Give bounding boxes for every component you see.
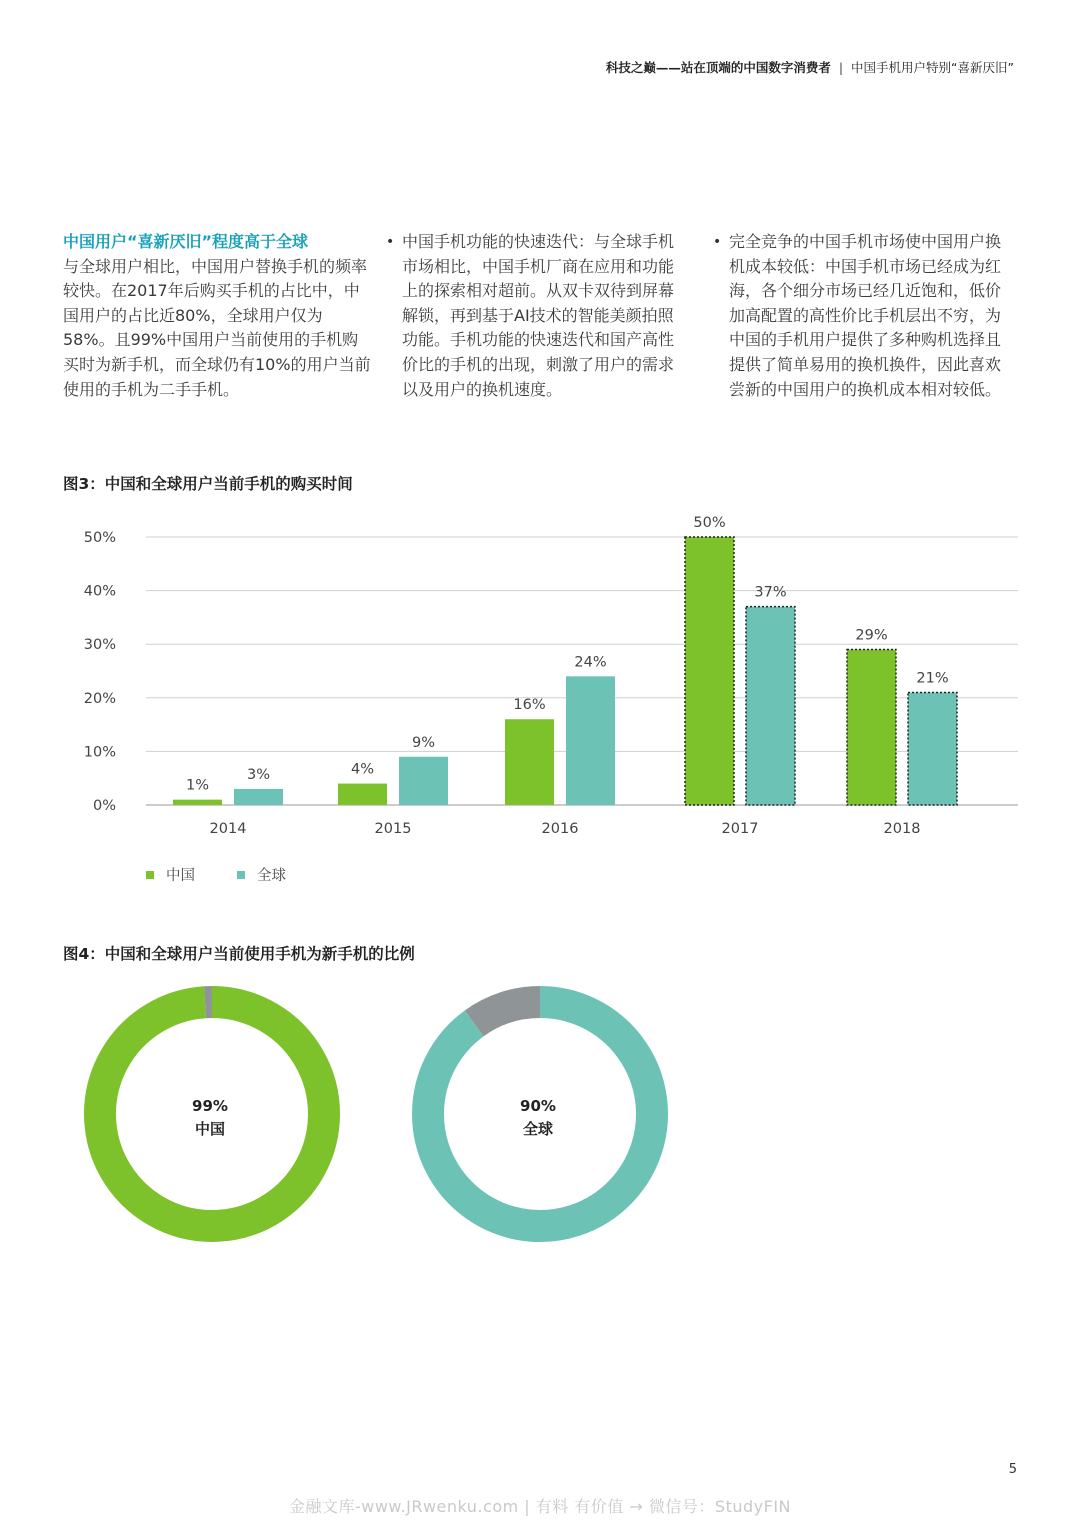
page-header: [606, 58, 1014, 76]
x-tick-label: 2014: [209, 821, 247, 837]
data-label: 1%: [185, 777, 210, 794]
data-label: 37%: [754, 584, 787, 601]
bullet-icon: •: [713, 234, 722, 250]
donut-segment-other-1: [474, 1002, 540, 1023]
page-number: 5: [1008, 1462, 1017, 1477]
purchase-time-bar-chart: [0, 495, 1080, 850]
figure-3-title: 图3：中国和全球用户当前手机的购买时间: [63, 475, 353, 493]
legend-label-china: 中国: [166, 868, 195, 884]
y-tick-label: 30%: [83, 637, 116, 654]
header-separator: |: [838, 60, 844, 75]
data-label: 9%: [411, 734, 436, 751]
data-label: 21%: [916, 670, 949, 687]
donut-name-label: 全球: [522, 1120, 554, 1138]
bar-china-2018: [847, 650, 896, 805]
bar-china-2015: [338, 784, 387, 805]
y-tick-label: 40%: [83, 583, 116, 600]
text-column-2: [386, 230, 686, 402]
bar-china-2014: [173, 800, 222, 805]
bar-china-2016: [505, 719, 554, 805]
donut-value-label: 90%: [520, 1097, 556, 1115]
x-tick-label: 2018: [883, 821, 921, 837]
data-label: 3%: [246, 766, 271, 783]
donut-value-label: 99%: [192, 1097, 228, 1115]
figure-4-title: 图4：中国和全球用户当前使用手机为新手机的比例: [63, 945, 415, 963]
legend-item-china: [146, 864, 195, 885]
section-title: 中国手机用户特别“喜新厌旧”: [851, 60, 1014, 75]
bar-global-2014: [234, 789, 283, 805]
x-tick-label: 2017: [721, 821, 759, 837]
report-title: 科技之巅——站在顶端的中国数字消费者: [605, 60, 831, 75]
bar-global-2018: [908, 692, 957, 805]
y-tick-label: 50%: [83, 530, 116, 546]
new-phone-donut-charts: [0, 975, 1080, 1255]
column-text: 与全球用户相比，中国用户替换手机的频率较快。在2017年后购买手机的占比中，中国用户的占比近80%，全球用户仅为58%。且99%中国用户当前使用的手机购买时为新手机，而全球仍有10%的用户当前使用的手机为二手手机。: [63, 256, 371, 399]
data-label: 24%: [574, 654, 607, 671]
data-label: 16%: [513, 697, 546, 714]
bar-china-2017: [685, 537, 734, 805]
chart-legend: [146, 864, 328, 885]
bar-global-2017: [746, 607, 795, 805]
data-label: 29%: [855, 627, 888, 644]
x-tick-label: 2016: [541, 821, 579, 837]
x-tick-label: 2015: [374, 821, 412, 837]
data-label: 4%: [350, 761, 375, 778]
bar-global-2015: [399, 757, 448, 805]
column-heading: 中国用户“喜新厌旧”程度高于全球: [63, 232, 309, 251]
column-text: 完全竞争的中国手机市场使中国用户换机成本较低：中国手机市场已经成为红海，各个细分市场已经几近饱和，低价加高配置的高性价比手机层出不穷，为中国的手机用户提供了多种购机选择且提供了简单易用的换机换件，因此喜欢尝新的中国用户的换机成本相对较低。: [729, 232, 1002, 399]
text-column-3: [713, 230, 1013, 402]
legend-item-global: [237, 864, 286, 885]
bar-global-2016: [566, 676, 615, 805]
watermark: 金融文库-www.JRwenku.com | 有料 有价值 → 微信号：StudyFIN: [288, 1497, 792, 1516]
legend-label-global: 全球: [257, 868, 286, 884]
y-tick-label: 10%: [83, 744, 116, 761]
data-label: 50%: [693, 515, 726, 531]
y-tick-label: 0%: [92, 798, 116, 814]
donut-name-label: 中国: [194, 1120, 226, 1138]
legend-swatch-global: [237, 871, 245, 879]
y-tick-label: 20%: [83, 690, 116, 707]
legend-swatch-china: [146, 871, 154, 879]
column-text: 中国手机功能的快速迭代：与全球手机市场相比，中国手机厂商在应用和功能上的探索相对超前。从双卡双待到屏幕解锁，再到基于AI技术的智能美颜拍照功能。手机功能的快速迭代和国产高性价比的手机的出现，刺激了用户的需求以及用户的换机速度。: [402, 232, 675, 399]
text-column-1: [63, 230, 373, 402]
bullet-icon: •: [386, 234, 395, 250]
